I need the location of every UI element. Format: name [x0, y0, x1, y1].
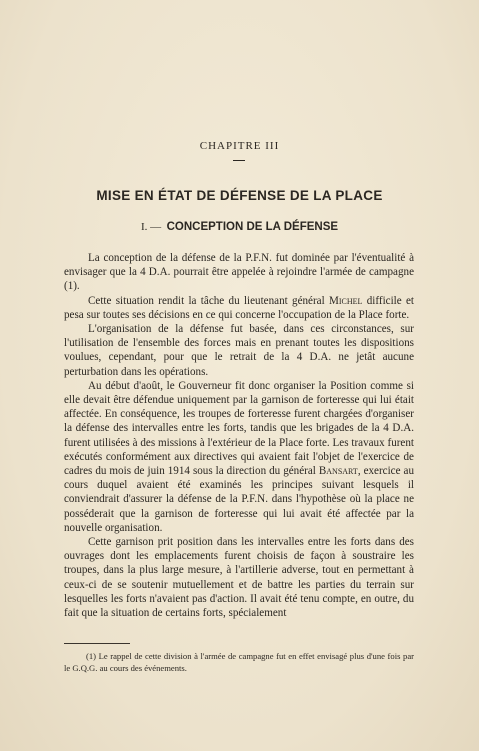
chapter-dash: [233, 160, 245, 161]
paragraph-2-text-a: Cette situation rendit la tâche du lieutenant général: [88, 294, 329, 307]
paragraph-5: Cette garnison prit position dans les intervalles entre les forts dans des ouvrages dont les emplacements furent choisis de façon à soustraire les troupes, dans la plus large mesure, à l'artillerie adverse, tout en permettant à ceux-ci de se soutenir mutuellement et de battre les parties du terrain sur lesquelles les forts n'avaient pas d'action. Il avait été tenu compte, en outre, du fait que la situation de certains forts, spécialement: [64, 536, 414, 620]
person-name-bansart: Bansart: [318, 465, 358, 478]
paragraph-1: La conception de la défense de la P.F.N. fut dominée par l'éventualité à envisager que la 4 D.A. pourrait être appelée à rejoindre l'armée de campagne (1).: [64, 252, 414, 293]
footnote-rule: [64, 643, 130, 644]
section-title: CONCEPTION DE LA DÉFENSE: [166, 221, 339, 233]
paragraph-2: [64, 294, 414, 322]
paragraph-4-text-b: , exercice au cours duquel avaient été examinés les principes suivant lesquels il conviendrait d'assurer la défense de la P.F.N. dans l'hypothèse où la place ne posséderait que la garnison de forteresse qui lui avait été affectée par la nouvelle organisation.: [64, 465, 415, 534]
paragraph-4: [64, 379, 414, 535]
body-text: [64, 251, 414, 620]
paragraph-4-text-a: Au début d'août, le Gouverneur fit donc organiser la Position comme si elle devait être défendue uniquement par la garnison de forteresse qui lui était affectée. En conséquence, les troupes de forteresse furent chargées d'organiser la défense des intervalles entre les forts, tandis que les brigades de la 4 D.A. furent utilisées à des missions à l'extérieur de la Place forte. Les travaux furent exécutés conformément aux directives qui avaient fait l'objet de l'exercice de cadres du mois de juin 1914 sous la direction du général: [64, 379, 414, 478]
paragraph-2-text-b: difficile et pesa sur toutes ses décisions en ce qui concerne l'occupation de la Place forte.: [64, 294, 414, 321]
person-name-michel: Michel: [329, 294, 363, 307]
chapter-heading: CHAPITRE III: [199, 140, 280, 152]
section-heading: [0, 221, 479, 233]
footnote: (1) Le rappel de cette division à l'armée de campagne fut en effet envisagé plus d'une fois par le G.Q.G. au cours des événements.: [64, 651, 414, 673]
page-title: MISE EN ÉTAT DE DÉFENSE DE LA PLACE: [96, 188, 383, 203]
section-number: I. —: [140, 221, 162, 233]
paragraph-3: L'organisation de la défense fut basée, dans ces circonstances, sur l'utilisation de l'ensemble des forces mais en prenant toutes les dispositions voulues, cependant, pour que le retrait de la 4 D.A. ne jetât aucune perturbation dans les opérations.: [64, 323, 414, 378]
